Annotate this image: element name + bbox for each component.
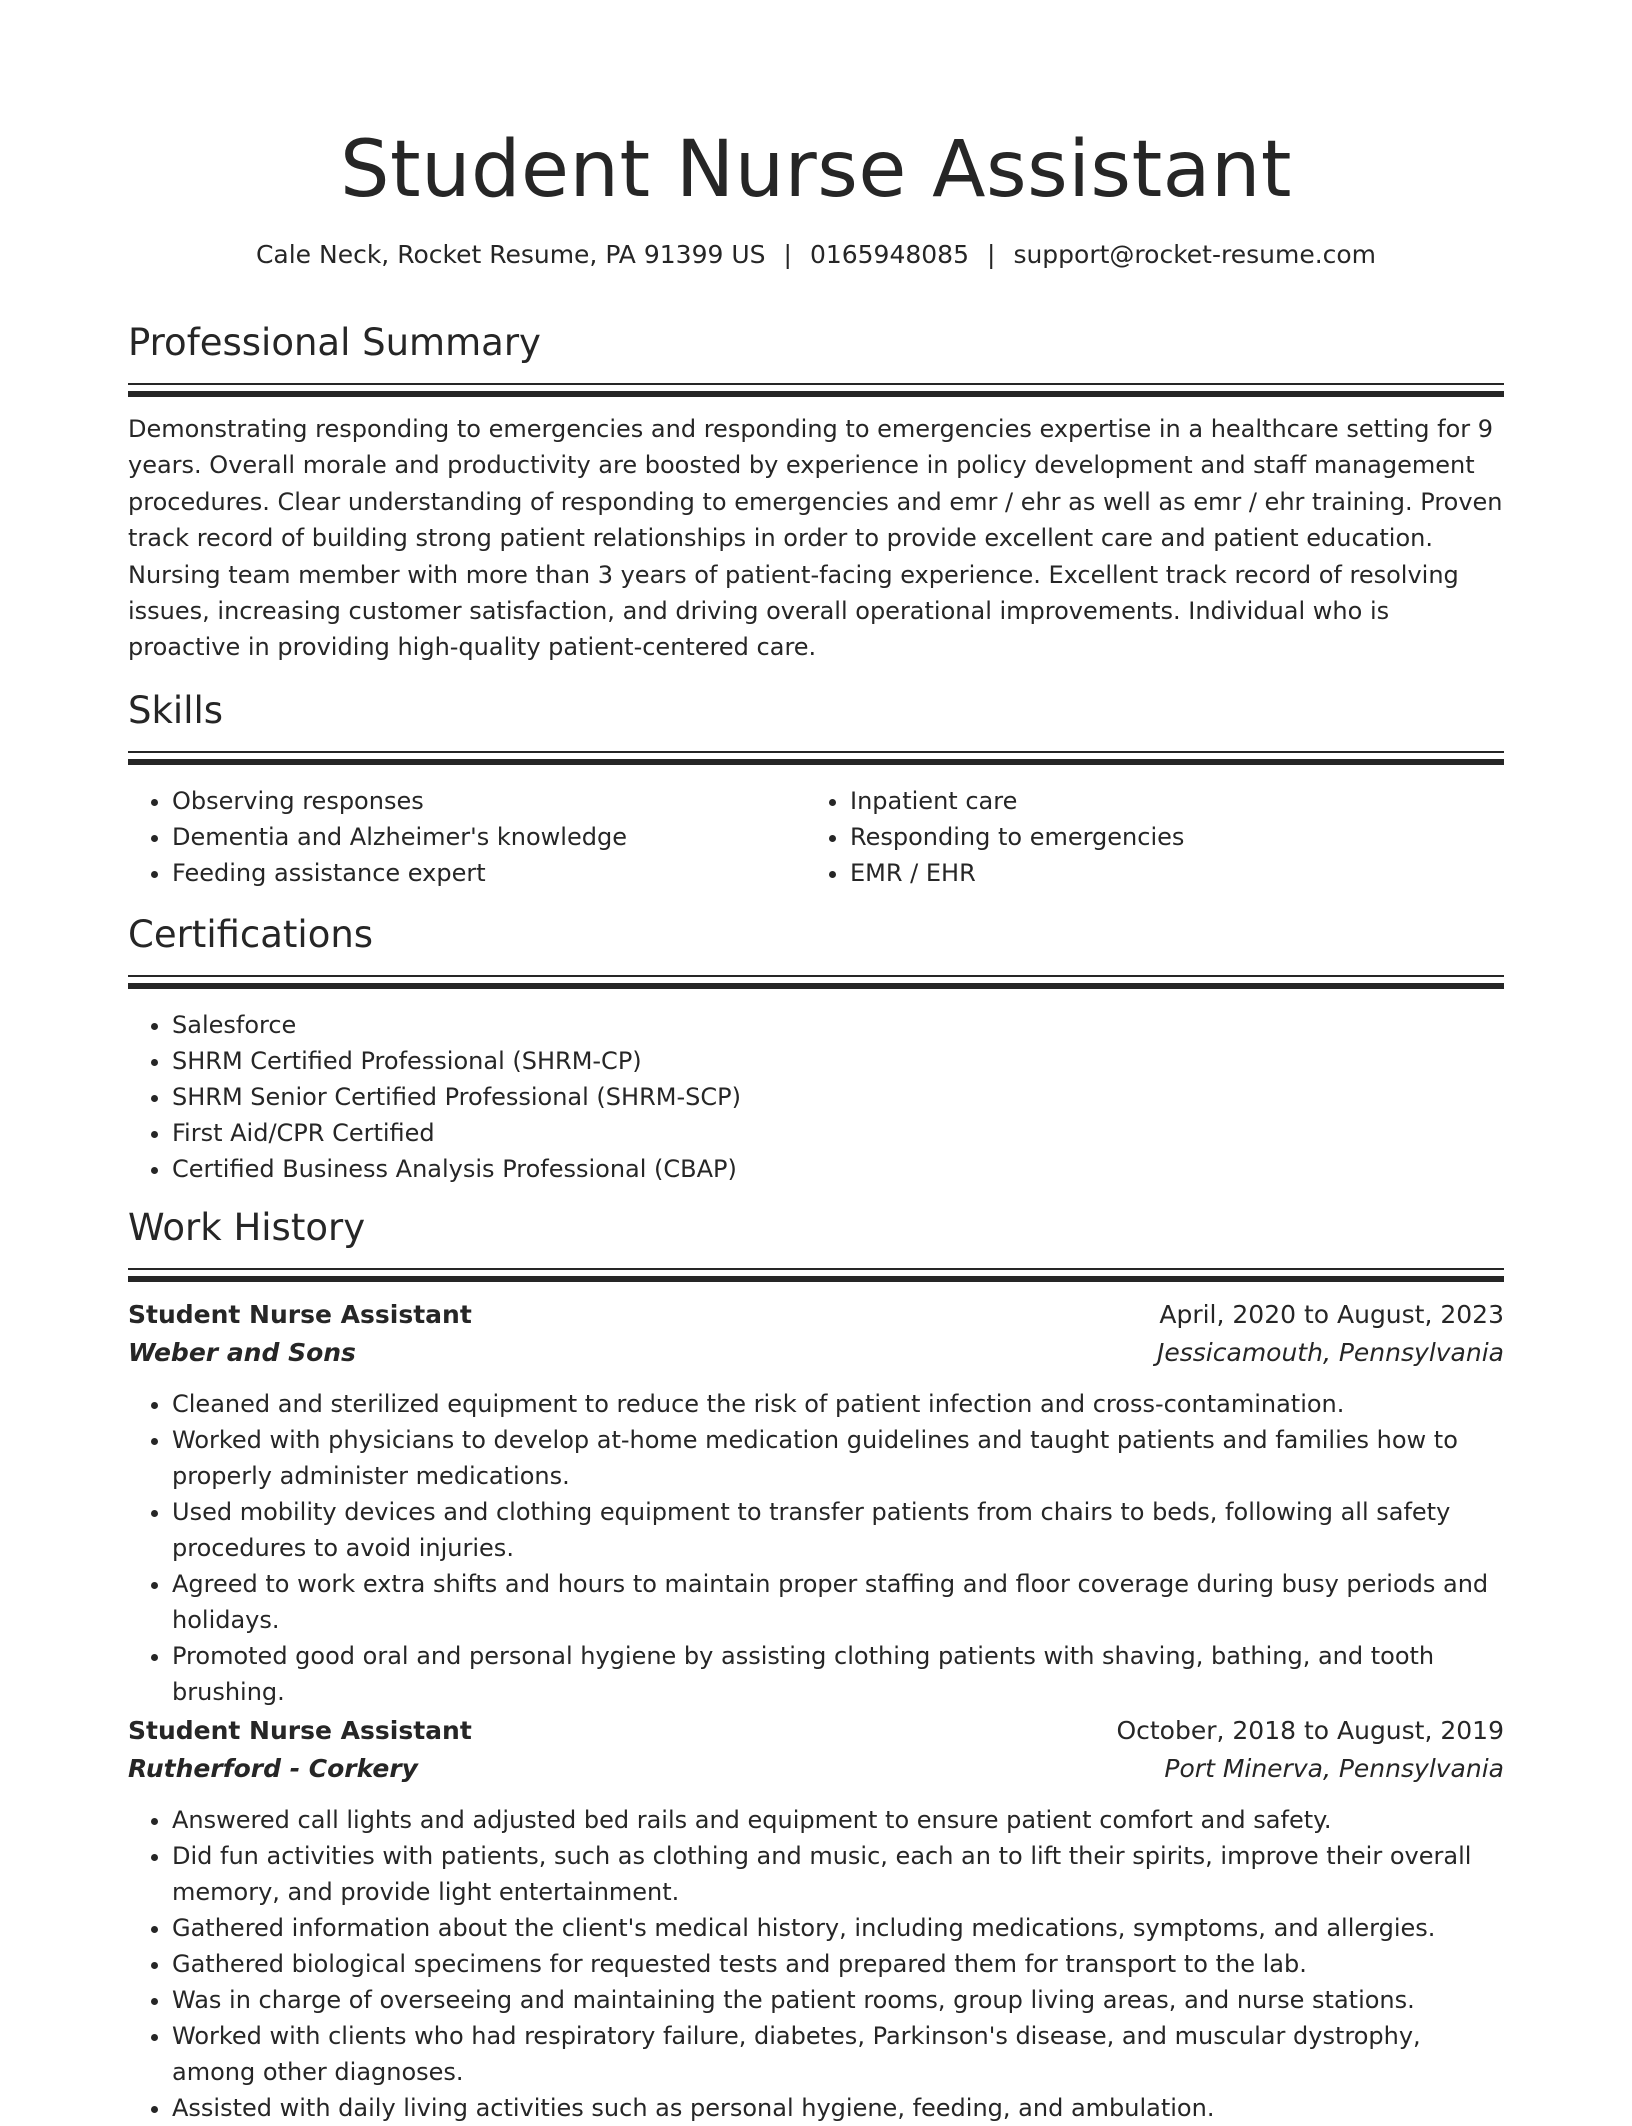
contact-separator: |	[783, 240, 792, 269]
section-divider	[128, 751, 1504, 753]
section-divider-thick	[128, 983, 1504, 989]
work-history-heading: Work History	[128, 1206, 366, 1249]
job-company: Weber and Sons	[128, 1338, 356, 1367]
skills-columns	[128, 765, 1504, 891]
section-divider-thick	[128, 391, 1504, 397]
skill-item: • Dementia and Alzheimer's knowledge	[172, 819, 806, 855]
job-bullet: • Used mobility devices and clothing equipment to transfer patients from chairs to beds, following all safety procedures to avoid injuries.	[172, 1494, 1504, 1566]
section-divider-thick	[128, 1276, 1504, 1282]
job-bullet: • Cleaned and sterilized equipment to reduce the risk of patient infection and cross-contamination.	[172, 1386, 1504, 1422]
contact-address: Cale Neck, Rocket Resume, PA 91399 US	[255, 240, 766, 269]
section-divider	[128, 383, 1504, 385]
job-bullets	[128, 1802, 1504, 2126]
job-bullet: • Was in charge of overseeing and maintaining the patient rooms, group living areas, and nurse stations.	[172, 1982, 1504, 2018]
contact-email[interactable]: support@rocket-resume.com	[1013, 240, 1377, 269]
job-bullet: • Agreed to work extra shifts and hours to maintain proper staffing and floor coverage during busy periods and holidays.	[172, 1566, 1504, 1638]
contact-phone: 0165948085	[809, 240, 969, 269]
section-divider	[128, 1268, 1504, 1270]
contact-line	[128, 238, 1504, 272]
job-bullet: • Worked with physicians to develop at-home medication guidelines and taught patients and families how to properly administer medications.	[172, 1422, 1504, 1494]
summary-heading: Professional Summary	[128, 321, 541, 364]
job-location: Port Minerva, Pennsylvania	[1164, 1754, 1504, 1783]
job-entry	[128, 1712, 1504, 2126]
job-bullet: • Did fun activities with patients, such as clothing and music, each an to lift their spirits, improve their overall memory, and provide light entertainment.	[172, 1838, 1504, 1910]
skill-item: • Responding to emergencies	[850, 819, 1484, 855]
job-company: Rutherford - Corkery	[128, 1754, 418, 1783]
job-company-row	[128, 1334, 1504, 1372]
job-bullets	[128, 1386, 1504, 1710]
job-bullet: • Worked with clients who had respiratory failure, diabetes, Parkinson's disease, and muscular dystrophy, among other diagnoses.	[172, 2018, 1504, 2090]
skill-item: • Feeding assistance expert	[172, 855, 806, 891]
certifications-section	[128, 910, 1504, 1187]
job-header-row	[128, 1296, 1504, 1334]
job-title: Student Nurse Assistant	[128, 1300, 472, 1329]
skill-item: • Inpatient care	[850, 783, 1484, 819]
job-bullet: • Assisted with daily living activities such as personal hygiene, feeding, and ambulation.	[172, 2090, 1504, 2126]
skill-item: • Observing responses	[172, 783, 806, 819]
skills-list-right	[806, 783, 1484, 891]
job-company-row	[128, 1750, 1504, 1788]
certifications-heading: Certifications	[128, 913, 374, 956]
skills-heading: Skills	[128, 689, 224, 732]
job-bullet: • Answered call lights and adjusted bed rails and equipment to ensure patient comfort and safety.	[172, 1802, 1504, 1838]
certification-item: • Certified Business Analysis Professional (CBAP)	[172, 1151, 1504, 1187]
certification-item: • First Aid/CPR Certified	[172, 1115, 1504, 1151]
skill-item: • EMR / EHR	[850, 855, 1484, 891]
skills-section	[128, 686, 1504, 891]
section-divider	[128, 975, 1504, 977]
job-dates: October, 2018 to August, 2019	[1116, 1716, 1504, 1745]
job-header-row	[128, 1712, 1504, 1750]
certification-item: • SHRM Certified Professional (SHRM-CP)	[172, 1043, 1504, 1079]
certifications-list	[128, 1007, 1504, 1187]
job-title: Student Nurse Assistant	[128, 1716, 472, 1745]
resume-title: Student Nurse Assistant	[340, 125, 1292, 215]
contact-separator: |	[987, 240, 996, 269]
skills-list-left	[128, 783, 806, 891]
summary-section	[128, 318, 1504, 666]
certification-item: • Salesforce	[172, 1007, 1504, 1043]
job-dates: April, 2020 to August, 2023	[1159, 1300, 1504, 1329]
work-history-section	[128, 1203, 1504, 1282]
certification-item: • SHRM Senior Certified Professional (SHRM-SCP)	[172, 1079, 1504, 1115]
job-bullet: • Promoted good oral and personal hygiene by assisting clothing patients with shaving, bathing, and tooth brushing.	[172, 1638, 1504, 1710]
job-bullet: • Gathered information about the client's medical history, including medications, symptoms, and allergies.	[172, 1910, 1504, 1946]
job-location: Jessicamouth, Pennsylvania	[1157, 1338, 1504, 1367]
job-entry	[128, 1296, 1504, 1710]
summary-text: Demonstrating responding to emergencies and responding to emergencies expertise in a healthcare setting for 9 years. Overall morale and productivity are boosted by experience in policy development and staff management procedures. Clear understanding of responding to emergencies and emr / ehr as well as emr / ehr training. Proven track record of building strong patient relationships in order to provide excellent care and patient education. Nursing team member with more than 3 years of patient-facing experience. Excellent track record of resolving issues, increasing customer satisfaction, and driving overall operational improvements. Individual who is proactive in providing high-quality patient-centered care.	[128, 415, 1503, 662]
job-bullet: • Gathered biological specimens for requested tests and prepared them for transport to the lab.	[172, 1946, 1504, 1982]
